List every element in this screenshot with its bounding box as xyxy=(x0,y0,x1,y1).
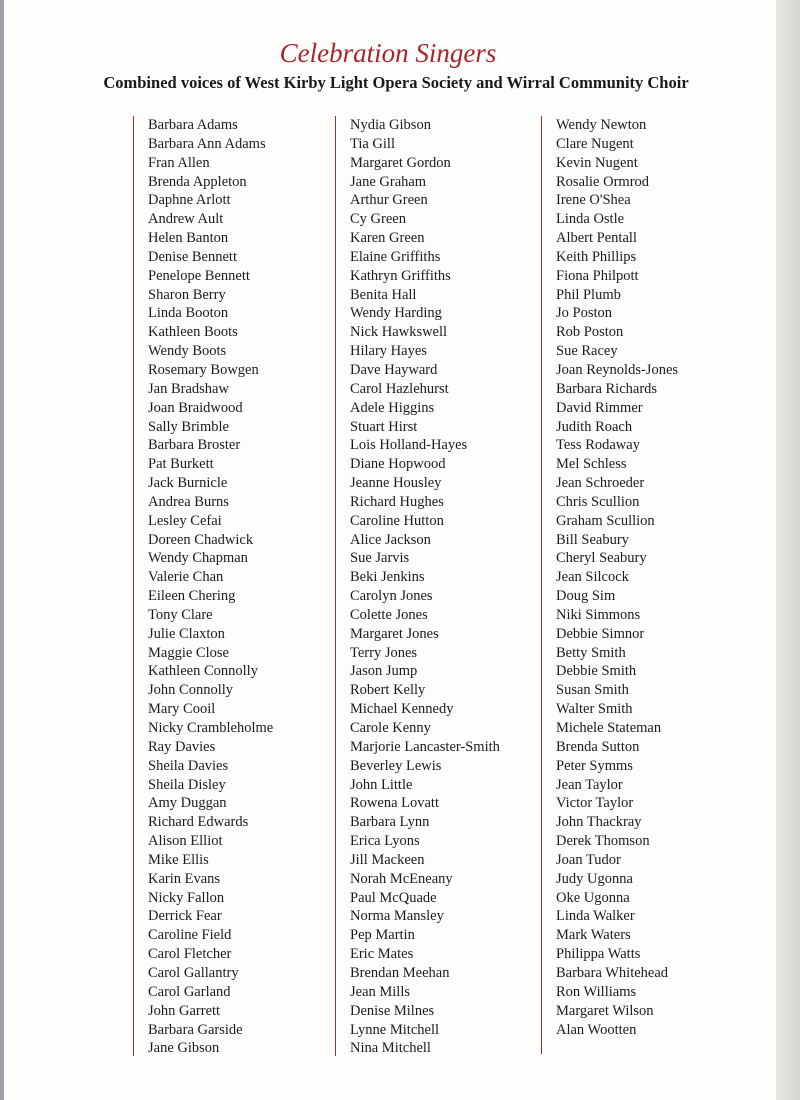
member-name: John Connolly xyxy=(148,682,233,699)
member-name: Tess Rodaway xyxy=(556,437,640,454)
member-name: Rosemary Bowgen xyxy=(148,361,259,378)
member-name: Adele Higgins xyxy=(350,399,435,416)
member-name: Fiona Philpott xyxy=(556,267,639,284)
member-name: Alice Jackson xyxy=(350,531,431,548)
member-name: Wendy Harding xyxy=(350,305,442,322)
member-name: Alison Elliot xyxy=(148,833,223,850)
name-list xyxy=(556,116,678,1039)
member-name: Amy Duggan xyxy=(148,795,227,812)
member-name: Cy Green xyxy=(350,211,406,228)
member-name: Ray Davies xyxy=(148,738,216,755)
member-name: Colette Jones xyxy=(350,606,428,623)
member-name: Jean Mills xyxy=(350,983,411,1000)
member-name: Jill Mackeen xyxy=(350,851,425,868)
member-name: Jack Burnicle xyxy=(148,475,228,492)
member-name: Elaine Griffiths xyxy=(350,248,441,265)
member-name: Mary Cooil xyxy=(148,701,216,718)
member-name: Alan Wootten xyxy=(556,1021,637,1038)
name-column-3 xyxy=(541,116,678,1054)
member-name: Paul McQuade xyxy=(350,889,437,906)
member-name: Marjorie Lancaster-Smith xyxy=(350,738,500,755)
member-name: Helen Banton xyxy=(148,230,229,247)
member-name: Wendy Newton xyxy=(556,117,647,133)
member-name: John Thackray xyxy=(556,814,642,831)
member-name: Julie Claxton xyxy=(148,625,225,642)
member-name: Penelope Bennett xyxy=(148,267,250,284)
member-name: Stuart Hirst xyxy=(350,418,418,435)
member-name: Barbara Lynn xyxy=(350,814,430,831)
member-name: Andrea Burns xyxy=(148,493,229,510)
member-name: Linda Booton xyxy=(148,305,229,322)
member-name: Richard Hughes xyxy=(350,493,444,510)
member-name: Rowena Lovatt xyxy=(350,795,439,812)
member-name: Victor Taylor xyxy=(556,795,634,812)
member-name: Susan Smith xyxy=(556,682,629,699)
member-name: Bill Seabury xyxy=(556,531,629,548)
member-name: Norah McEneany xyxy=(350,870,453,887)
member-name: Nicky Crambleholme xyxy=(148,720,274,736)
member-name: Jo Poston xyxy=(556,305,613,322)
member-name: David Rimmer xyxy=(556,399,643,416)
member-name: Valerie Chan xyxy=(148,569,224,586)
member-name: Andrew Ault xyxy=(148,211,224,228)
member-name: John Garrett xyxy=(148,1002,221,1019)
member-name: Doug Sim xyxy=(556,588,616,605)
member-name: Nina Mitchell xyxy=(350,1040,431,1057)
member-name: Jan Bradshaw xyxy=(148,380,229,397)
member-name: Erica Lyons xyxy=(350,833,420,850)
member-name: Walter Smith xyxy=(556,701,633,718)
member-name: Doreen Chadwick xyxy=(148,531,254,548)
member-name: Rosalie Ormrod xyxy=(556,173,650,190)
member-name: Daphne Arlott xyxy=(148,192,231,209)
member-name: Caroline Field xyxy=(148,927,232,944)
name-list xyxy=(148,116,273,1058)
member-name: Phil Plumb xyxy=(556,286,621,303)
member-name: Kathryn Griffiths xyxy=(350,267,451,284)
member-name: Clare Nugent xyxy=(556,135,634,152)
page-left-edge xyxy=(0,0,4,1100)
member-name: Joan Tudor xyxy=(556,851,621,868)
member-name: Caroline Hutton xyxy=(350,512,444,529)
member-name: Beki Jenkins xyxy=(350,569,425,586)
member-name: Jean Schroeder xyxy=(556,475,645,492)
member-name: Eileen Chering xyxy=(148,588,236,605)
member-name: Brenda Sutton xyxy=(556,738,640,755)
member-name: Niki Simmons xyxy=(556,606,641,623)
member-name: John Little xyxy=(350,776,413,793)
member-name: Karen Green xyxy=(350,230,425,247)
page-right-edge xyxy=(776,0,800,1100)
page-subtitle: Combined voices of West Kirby Light Opera Society and Wirral Community Choir xyxy=(103,73,689,92)
name-column-2 xyxy=(335,116,500,1056)
member-name: Karin Evans xyxy=(148,870,221,887)
member-name: Sheila Disley xyxy=(148,776,226,793)
member-name: Barbara Broster xyxy=(148,437,241,454)
member-name: Philippa Watts xyxy=(556,946,641,963)
member-name: Robert Kelly xyxy=(350,682,426,699)
member-name: Sue Jarvis xyxy=(350,550,410,567)
name-list xyxy=(350,116,500,1058)
member-name: Wendy Chapman xyxy=(148,550,248,567)
member-name: Judith Roach xyxy=(556,418,633,435)
member-name: Ron Williams xyxy=(556,983,637,1000)
member-name: Lois Holland-Hayes xyxy=(350,437,468,454)
member-name: Debbie Smith xyxy=(556,663,637,680)
member-name: Keith Phillips xyxy=(556,248,637,265)
member-name: Kathleen Connolly xyxy=(148,663,258,680)
member-name: Barbara Richards xyxy=(556,380,658,397)
member-name: Albert Pentall xyxy=(556,230,637,247)
member-name: Sheila Davies xyxy=(148,757,229,774)
member-name: Brendan Meehan xyxy=(350,964,450,981)
member-name: Derrick Fear xyxy=(148,908,222,925)
member-name: Derek Thomson xyxy=(556,833,650,850)
member-name: Jane Graham xyxy=(350,173,427,190)
member-name: Kevin Nugent xyxy=(556,154,638,171)
member-name: Jeanne Housley xyxy=(350,475,442,492)
member-name: Linda Walker xyxy=(556,908,635,925)
member-name: Debbie Simnor xyxy=(556,625,645,642)
member-name: Pat Burkett xyxy=(148,456,214,473)
member-name: Judy Ugonna xyxy=(556,870,633,887)
member-name: Oke Ugonna xyxy=(556,889,630,906)
member-name: Mark Waters xyxy=(556,927,631,944)
member-name: Barbara Adams xyxy=(148,117,238,133)
member-name: Lesley Cefai xyxy=(148,512,222,529)
member-name: Carol Fletcher xyxy=(148,946,232,963)
member-name: Tony Clare xyxy=(148,606,213,623)
member-name: Barbara Garside xyxy=(148,1021,243,1038)
member-name: Diane Hopwood xyxy=(350,456,446,473)
member-name: Hilary Hayes xyxy=(350,343,427,360)
member-name: Peter Symms xyxy=(556,757,633,774)
member-name: Irene O'Shea xyxy=(556,192,631,209)
member-name: Maggie Close xyxy=(148,644,229,661)
member-name: Denise Bennett xyxy=(148,248,237,265)
member-name: Carol Hazlehurst xyxy=(350,380,449,397)
member-name: Wendy Boots xyxy=(148,343,227,360)
member-name: Rob Poston xyxy=(556,324,624,341)
member-name: Carol Garland xyxy=(148,983,231,1000)
member-name: Tia Gill xyxy=(350,135,395,152)
member-name: Michael Kennedy xyxy=(350,701,454,718)
member-name: Betty Smith xyxy=(556,644,626,661)
member-name: Carol Gallantry xyxy=(148,964,239,981)
member-name: Kathleen Boots xyxy=(148,324,238,341)
member-name: Brenda Appleton xyxy=(148,173,247,190)
member-name: Fran Allen xyxy=(148,154,210,171)
member-name: Sue Racey xyxy=(556,343,618,360)
page-title: Celebration Singers xyxy=(279,38,497,68)
member-name: Carolyn Jones xyxy=(350,588,433,605)
member-name: Arthur Green xyxy=(350,192,428,209)
member-name: Cheryl Seabury xyxy=(556,550,647,567)
member-name: Mike Ellis xyxy=(148,851,209,868)
member-name: Jean Taylor xyxy=(556,776,623,793)
member-name: Margaret Wilson xyxy=(556,1002,654,1019)
member-name: Joan Braidwood xyxy=(148,399,243,416)
member-name: Linda Ostle xyxy=(556,211,625,228)
member-name: Jean Silcock xyxy=(556,569,629,586)
member-name: Denise Milnes xyxy=(350,1002,435,1019)
member-name: Carole Kenny xyxy=(350,720,431,736)
member-name: Chris Scullion xyxy=(556,493,640,510)
member-name: Dave Hayward xyxy=(350,361,438,378)
member-name: Beverley Lewis xyxy=(350,757,442,774)
member-name: Eric Mates xyxy=(350,946,414,963)
member-name: Sharon Berry xyxy=(148,286,226,303)
member-name: Benita Hall xyxy=(350,286,417,303)
member-name: Nydia Gibson xyxy=(350,117,431,133)
member-name: Michele Stateman xyxy=(556,720,662,736)
member-name: Jane Gibson xyxy=(148,1040,220,1057)
name-column-1 xyxy=(133,116,273,1056)
member-name: Graham Scullion xyxy=(556,512,655,529)
member-name: Nicky Fallon xyxy=(148,889,225,906)
member-name: Mel Schless xyxy=(556,456,627,473)
member-name: Richard Edwards xyxy=(148,814,249,831)
member-name: Joan Reynolds-Jones xyxy=(556,361,679,378)
member-name: Nick Hawkswell xyxy=(350,324,448,341)
member-name: Pep Martin xyxy=(350,927,415,944)
member-name: Jason Jump xyxy=(350,663,418,680)
member-name: Barbara Whitehead xyxy=(556,964,669,981)
member-name: Terry Jones xyxy=(350,644,418,661)
member-name: Sally Brimble xyxy=(148,418,229,435)
member-name: Margaret Gordon xyxy=(350,154,451,171)
member-name: Margaret Jones xyxy=(350,625,439,642)
member-name: Norma Mansley xyxy=(350,908,444,925)
member-name: Lynne Mitchell xyxy=(350,1021,439,1038)
member-name: Barbara Ann Adams xyxy=(148,135,266,152)
